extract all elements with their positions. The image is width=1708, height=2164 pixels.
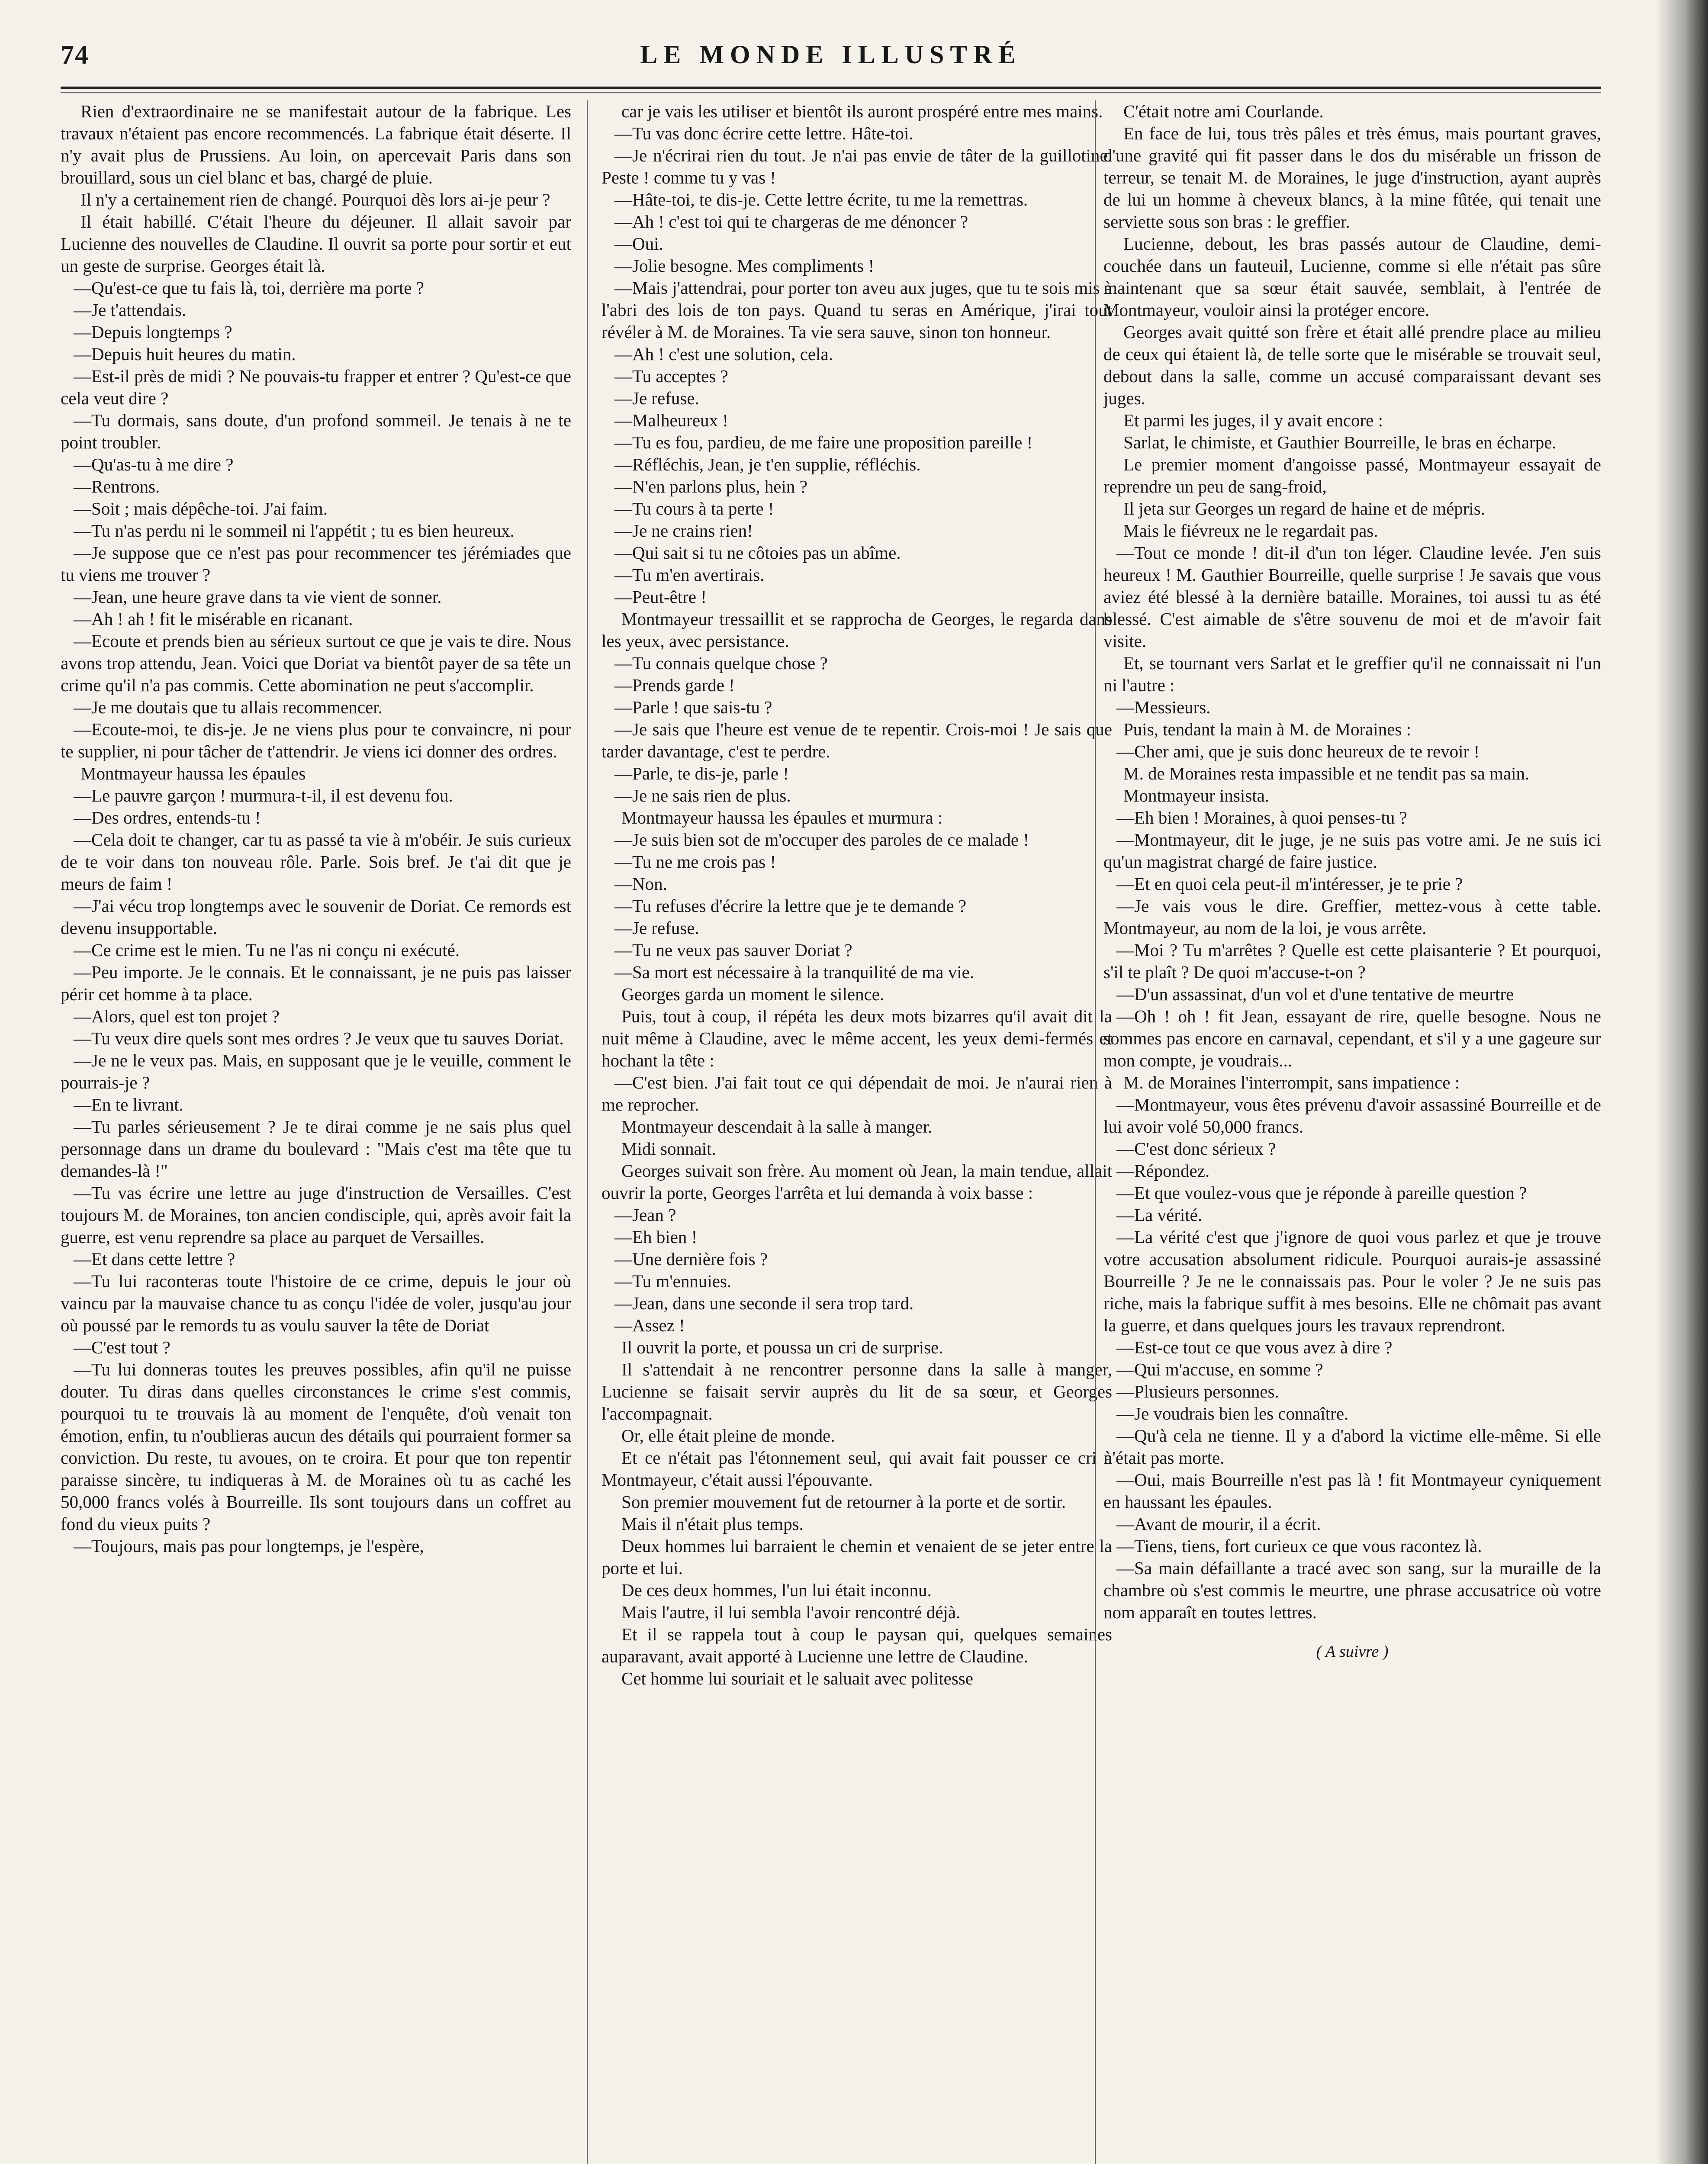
paragraph: Le premier moment d'angoisse passé, Montmayeur essayait de reprendre un peu de sang-froid,: [1103, 454, 1601, 496]
paragraph: —Le pauvre garçon ! murmura-t-il, il est devenu fou.: [74, 786, 453, 805]
paragraph: —Tu parles sérieusement ? Je te dirai comme je ne sais plus quel personnage dans un drame du boulevard : "Mais c'est ma tête que tu demandes-là !": [61, 1117, 571, 1181]
paragraph: Puis, tout à coup, il répéta les deux mots bizarres qu'il avait dit la nuit même à Claudine, avec le même accent, les yeux demi-fermés et hochant la tête :: [601, 1006, 1112, 1070]
paragraph: —Cela doit te changer, car tu as passé ta vie à m'obéir. Je suis curieux de te voir dans ton nouveau rôle. Parle. Sois bref. Je t'ai dit que je meurs de faim !: [61, 830, 571, 894]
paragraph: C'était notre ami Courlande.: [1123, 101, 1324, 121]
paragraph: Midi sonnait.: [621, 1139, 716, 1159]
paragraph: —Hâte-toi, te dis-je. Cette lettre écrite, tu me la remettras.: [614, 190, 1028, 209]
paragraph: —Moi ? Tu m'arrêtes ? Quelle est cette plaisanterie ? Et pourquoi, s'il te plaît ? De quoi m'accuse-t-on ?: [1103, 940, 1601, 982]
paragraph: Et, se tournant vers Sarlat et le greffier qu'il ne connaissait ni l'un ni l'autre :: [1103, 653, 1601, 695]
paragraph: —Tu vas écrire une lettre au juge d'instruction de Versailles. C'est toujours M. de Moraines, ton ancien condisciple, qui, après avoir fait la guerre, est venu reprendre sa place au parquet de Versailles.: [61, 1183, 571, 1247]
paragraph: —Plusieurs personnes.: [1116, 1381, 1279, 1401]
paragraph: —En te livrant.: [74, 1095, 183, 1114]
paragraph: —Qui m'accuse, en somme ?: [1116, 1359, 1323, 1379]
paragraph: —Peu importe. Je le connais. Et le connaissant, je ne puis pas laisser périr cet homme à ta place.: [61, 962, 571, 1004]
paragraph: —Parle ! que sais-tu ?: [614, 697, 772, 717]
paragraph: —Avant de mourir, il a écrit.: [1116, 1514, 1321, 1534]
paragraph: —Parle, te dis-je, parle !: [614, 763, 789, 783]
paragraph: Montmayeur insista.: [1123, 786, 1270, 805]
paragraph: —Qui sait si tu ne côtoies pas un abîme.: [614, 543, 901, 563]
paragraph: Et il se rappela tout à coup le paysan qui, quelques semaines auparavant, avait apporté à Lucienne une lettre de Claudine.: [601, 1624, 1112, 1666]
paragraph: —Je ne le veux pas. Mais, en supposant que je le veuille, comment le pourrais-je ?: [61, 1050, 571, 1092]
paragraph: —C'est donc sérieux ?: [1116, 1139, 1276, 1159]
paragraph: —Tu dormais, sans doute, d'un profond sommeil. Je tenais à ne te point troubler.: [61, 410, 571, 452]
paragraph: M. de Moraines resta impassible et ne tendit pas sa main.: [1123, 763, 1530, 783]
paragraph: —Tu m'ennuies.: [614, 1271, 732, 1291]
paragraph: —Tu veux dire quels sont mes ordres ? Je veux que tu sauves Doriat.: [74, 1028, 564, 1048]
paragraph: Mais l'autre, il lui sembla l'avoir rencontré déjà.: [621, 1602, 961, 1622]
paragraph: De ces deux hommes, l'un lui était inconnu.: [621, 1580, 932, 1600]
paragraph: —D'un assassinat, d'un vol et d'une tentative de meurtre: [1116, 984, 1514, 1004]
paragraph: —Tu lui raconteras toute l'histoire de ce crime, depuis le jour où vaincu par la mauvaise chance tu as conçu l'idée de voler, jusqu'au jour où poussé par le remords tu as voulu sauver la tête de Doriat: [61, 1271, 571, 1335]
paragraph: —Tu vas donc écrire cette lettre. Hâte-toi.: [614, 123, 914, 143]
page-number: 74: [61, 40, 89, 70]
paragraph: Montmayeur haussa les épaules et murmura :: [621, 808, 943, 828]
paragraph: Il s'attendait à ne rencontrer personne dans la salle à manger, Lucienne se faisait servir auprès du lit de sa sœur, et Georges l'accompagnait.: [601, 1359, 1112, 1423]
paragraph: Montmayeur tressaillit et se rapprocha de Georges, le regarda dans les yeux, avec persistance.: [601, 609, 1112, 651]
paragraph: Mais le fiévreux ne le regardait pas.: [1123, 521, 1378, 541]
paragraph: Il jeta sur Georges un regard de haine et de mépris.: [1123, 499, 1486, 518]
paragraph: —Ecoute-moi, te dis-je. Je ne viens plus pour te convaincre, ni pour te supplier, ni pour tâcher de t'attendrir. Je viens ici donner des ordres.: [61, 719, 571, 761]
paragraph: —Je sais que l'heure est venue de te repentir. Crois-moi ! Je sais que tarder davantage, c'est te perdre.: [601, 719, 1112, 761]
paragraph: —La vérité.: [1116, 1205, 1203, 1225]
paragraph: —Non.: [614, 874, 667, 894]
paragraph: —Je refuse.: [614, 918, 699, 938]
paragraph: Il n'y a certainement rien de changé. Pourquoi dès lors ai-je peur ?: [80, 190, 550, 209]
paragraph: Lucienne, debout, les bras passés autour de Claudine, demi-couchée dans un fauteuil, Lucienne, comme si elle n'était pas sûre maintenant que sa sœur était sauvée, semblait, à l'entrée de Montmayeur, vouloir ainsi la protéger encore.: [1103, 234, 1601, 320]
paragraph: —Sa mort est nécessaire à la tranquilité de ma vie.: [614, 962, 975, 982]
paragraph: —C'est bien. J'ai fait tout ce qui dépendait de moi. Je n'aurai rien à me reprocher.: [601, 1072, 1112, 1114]
paragraph: —Jean, une heure grave dans ta vie vient de sonner.: [74, 587, 442, 607]
paragraph: —Ah ! c'est toi qui te chargeras de me dénoncer ?: [614, 212, 968, 232]
paragraph: —Tiens, tiens, fort curieux ce que vous racontez là.: [1116, 1536, 1482, 1556]
paragraph: —Ecoute et prends bien au sérieux surtout ce que je vais te dire. Nous avons trop attendu, Jean. Voici que Doriat va bientôt payer de sa tête un crime qu'il n'a pas commis. Cette abomination ne peut s'accomplir.: [61, 631, 571, 695]
paragraph: —Tu es fou, pardieu, de me faire une proposition pareille !: [614, 432, 1033, 452]
paragraph: —Répondez.: [1116, 1161, 1210, 1181]
paragraph: —Tu ne me crois pas !: [614, 852, 776, 872]
paragraph: —Je suis bien sot de m'occuper des paroles de ce malade !: [614, 830, 1029, 850]
paragraph: —Je vais vous le dire. Greffier, mettez-vous à cette table. Montmayeur, au nom de la loi, je vous arrête.: [1103, 896, 1601, 938]
text-column-2: [601, 100, 1112, 2164]
paragraph: —Oui.: [614, 234, 663, 254]
paragraph: Et parmi les juges, il y avait encore :: [1123, 410, 1383, 430]
paragraph: —J'ai vécu trop longtemps avec le souvenir de Doriat. Ce remords est devenu insupportable.: [61, 896, 571, 938]
paragraph: —Tu ne veux pas sauver Doriat ?: [614, 940, 852, 960]
paragraph: M. de Moraines l'interrompit, sans impatience :: [1123, 1072, 1460, 1092]
paragraph: —Je refuse.: [614, 388, 699, 408]
paragraph: —Et dans cette lettre ?: [74, 1249, 235, 1269]
paragraph: —N'en parlons plus, hein ?: [614, 477, 807, 496]
paragraph: —Jolie besogne. Mes compliments !: [614, 256, 875, 276]
page-edge-shadow: [1656, 0, 1708, 2164]
paragraph: —Qu'est-ce que tu fais là, toi, derrière ma porte ?: [74, 278, 424, 298]
paragraph: —Tout ce monde ! dit-il d'un ton léger. Claudine levée. J'en suis heureux ! M. Gauthier Bourreille, quelle surprise ! Je savais que vous aviez été blessé à la dernière bataille. Moraines, toi aussi tu as été blessé. C'est aimable de s'être souvenu de moi et de m'avoir fait visite.: [1103, 543, 1601, 651]
paragraph: Il ouvrit la porte, et poussa un cri de surprise.: [621, 1337, 943, 1357]
paragraph: —Qu'as-tu à me dire ?: [74, 454, 234, 474]
paragraph: —Depuis huit heures du matin.: [74, 344, 296, 364]
paragraph: —Toujours, mais pas pour longtemps, je l'espère,: [74, 1536, 424, 1556]
masthead-title: LE MONDE ILLUSTRÉ: [640, 40, 1022, 69]
paragraph: —Jean, dans une seconde il sera trop tard.: [614, 1293, 914, 1313]
paragraph: —Cher ami, que je suis donc heureux de te revoir !: [1116, 741, 1480, 761]
paragraph: —Je me doutais que tu allais recommencer.: [74, 697, 383, 717]
paragraph: —Et que voulez-vous que je réponde à pareille question ?: [1116, 1183, 1527, 1203]
paragraph: Or, elle était pleine de monde.: [621, 1426, 835, 1446]
paragraph: —Tu lui donneras toutes les preuves possibles, afin qu'il ne puisse douter. Tu diras dans quelles circonstances le crime s'est commis, pourquoi tu te trouvais là au moment de l'enquête, d'où venait ton émotion, enfin, tu n'oublieras aucun des détails qui pourraient former sa conviction. Du reste, tu avoues, on te croira. Et pour que ton repentir paraisse sincère, tu indiqueras à M. de Moraines où tu as caché les 50,000 francs volés à Bourreille. Ils sont toujours dans un coffret au fond du vieux puits ?: [61, 1359, 571, 1534]
column-divider: [587, 100, 588, 2164]
paragraph: —Assez !: [614, 1315, 685, 1335]
text-column-1: [61, 100, 571, 2164]
paragraph: —Montmayeur, vous êtes prévenu d'avoir assassiné Bourreille et de lui avoir volé 50,000 francs.: [1103, 1095, 1601, 1137]
paragraph: —Tu connais quelque chose ?: [614, 653, 828, 673]
paragraph: —Des ordres, entends-tu !: [74, 808, 261, 828]
text-column-3: [1103, 100, 1601, 2164]
paragraph: —Je t'attendais.: [74, 300, 187, 320]
paragraph: —Je suppose que ce n'est pas pour recommencer tes jérémiades que tu viens me trouver ?: [61, 543, 571, 585]
paragraph: car je vais les utiliser et bientôt ils auront prospéré entre mes mains.: [621, 101, 1103, 121]
paragraph: —Est-ce tout ce que vous avez à dire ?: [1116, 1337, 1393, 1357]
paragraph: —Malheureux !: [614, 410, 728, 430]
paragraph: —Je ne sais rien de plus.: [614, 786, 791, 805]
paragraph: —Réfléchis, Jean, je t'en supplie, réfléchis.: [614, 454, 921, 474]
paragraph: —La vérité c'est que j'ignore de quoi vous parlez et que je trouve votre accusation absolument ridicule. Pourquoi aurais-je assassiné Bourreille ? Je ne le connaissais pas. Pour le voler ? Je ne suis pas riche, mais la fabrique suffit à mes besoins. Elle ne chômait pas avant la guerre, et dans quelques jours les travaux reprendront.: [1103, 1227, 1601, 1335]
paragraph: Georges suivait son frère. Au moment où Jean, la main tendue, allait ouvrir la porte, Georges l'arrêta et lui demanda à voix basse :: [601, 1161, 1112, 1203]
paragraph: —Est-il près de midi ? Ne pouvais-tu frapper et entrer ? Qu'est-ce que cela veut dire ?: [61, 366, 571, 408]
paragraph: Son premier mouvement fut de retourner à la porte et de sortir.: [621, 1492, 1066, 1512]
paragraph: Et ce n'était pas l'étonnement seul, qui avait fait pousser ce cri à Montmayeur, c'était aussi l'épouvante.: [601, 1448, 1112, 1490]
paragraph: —Soit ; mais dépêche-toi. J'ai faim.: [74, 499, 328, 518]
paragraph: Mais il n'était plus temps.: [621, 1514, 804, 1534]
paragraph: Montmayeur descendait à la salle à manger.: [621, 1117, 933, 1137]
page-header: [61, 40, 1601, 79]
paragraph: —Qu'à cela ne tienne. Il y a d'abord la victime elle-même. Si elle n'était pas morte.: [1103, 1426, 1601, 1468]
paragraph: —Et en quoi cela peut-il m'intéresser, je te prie ?: [1116, 874, 1463, 894]
paragraph: —Je n'écrirai rien du tout. Je n'ai pas envie de tâter de la guillotine. Peste ! comme tu y vas !: [601, 145, 1112, 187]
paragraph: —Eh bien ! Moraines, à quoi penses-tu ?: [1116, 808, 1407, 828]
paragraph: Georges avait quitté son frère et était allé prendre place au milieu de ceux qui étaient là, de telle sorte que le misérable se trouvait seul, debout dans la salle, comme un accusé comparaissant devant ses juges.: [1103, 322, 1601, 408]
paragraph: —Ah ! c'est une solution, cela.: [614, 344, 833, 364]
paragraph: Georges garda un moment le silence.: [621, 984, 885, 1004]
paragraph: —Tu cours à ta perte !: [614, 499, 774, 518]
paragraph: —Sa main défaillante a tracé avec son sang, sur la muraille de la chambre où s'est commis le meurtre, une phrase accusatrice où votre nom apparaît en toutes lettres.: [1103, 1558, 1601, 1622]
column-divider: [1095, 100, 1096, 2164]
paragraph: —Tu acceptes ?: [614, 366, 728, 386]
paragraph: Cet homme lui souriait et le saluait avec politesse: [621, 1668, 973, 1688]
paragraph: —C'est tout ?: [74, 1337, 170, 1357]
paragraph: —Rentrons.: [74, 477, 160, 496]
paragraph: —Mais j'attendrai, pour porter ton aveu aux juges, que tu te sois mis à l'abri des lois de ton pays. Quand tu seras en Amérique, j'irai tout révéler à M. de Moraines. Ta vie sera sauve, sinon ton honneur.: [601, 278, 1112, 342]
paragraph: —Tu m'en avertirais.: [614, 565, 765, 585]
paragraph: —Messieurs.: [1116, 697, 1211, 717]
paragraph: En face de lui, tous très pâles et très émus, mais pourtant graves, d'une gravité qui fit passer dans le dos du misérable un frisson de terreur, se tenait M. de Moraines, le juge d'instruction, ayant auprès de lui un homme à cheveux blancs, à la mine fûtée, qui tenait une serviette sous son bras : le greffier.: [1103, 123, 1601, 232]
paragraph: Rien d'extraordinaire ne se manifestait autour de la fabrique. Les travaux n'étaient pas encore recommencés. La fabrique était déserte. Il n'y avait plus de Prussiens. Au loin, on apercevait Paris dans son brouillard, sous un ciel blanc et bas, chargé de pluie.: [61, 101, 571, 187]
paragraph: —Eh bien !: [614, 1227, 698, 1247]
paragraph: —Peut-être !: [614, 587, 707, 607]
header-rule: [61, 87, 1601, 89]
paragraph: Sarlat, le chimiste, et Gauthier Bourreille, le bras en écharpe.: [1123, 432, 1557, 452]
paragraph: Montmayeur haussa les épaules: [80, 763, 306, 783]
paragraph: —Je voudrais bien les connaître.: [1116, 1404, 1349, 1423]
paragraph: —Alors, quel est ton projet ?: [74, 1006, 280, 1026]
paragraph: —Oui, mais Bourreille n'est pas là ! fit Montmayeur cyniquement en haussant les épaules.: [1103, 1470, 1601, 1512]
paragraph: —Prends garde !: [614, 675, 735, 695]
paragraph: —Tu n'as perdu ni le sommeil ni l'appétit ; tu es bien heureux.: [74, 521, 515, 541]
paragraph: Il était habillé. C'était l'heure du déjeuner. Il allait savoir par Lucienne des nouvelles de Claudine. Il ouvrit sa porte pour sortir et eut un geste de surprise. Georges était là.: [61, 212, 571, 276]
paragraph: —Tu refuses d'écrire la lettre que je te demande ?: [614, 896, 967, 916]
paragraph: —Ce crime est le mien. Tu ne l'as ni conçu ni exécuté.: [74, 940, 460, 960]
paragraph: —Oh ! oh ! fit Jean, essayant de rire, quelle besogne. Nous ne sommes pas encore en carnaval, cependant, et s'il y a une gageure sur mon compte, je voudrais...: [1103, 1006, 1601, 1070]
paragraph: —Depuis longtemps ?: [74, 322, 232, 342]
paragraph: Puis, tendant la main à M. de Moraines :: [1123, 719, 1411, 739]
continuation-note: ( A suivre ): [1316, 1642, 1389, 1661]
paragraph: —Ah ! ah ! fit le misérable en ricanant.: [74, 609, 353, 629]
header-rule-thin: [61, 92, 1601, 93]
paragraph: Deux hommes lui barraient le chemin et venaient de se jeter entre la porte et lui.: [601, 1536, 1112, 1578]
paragraph: —Montmayeur, dit le juge, je ne suis pas votre ami. Je ne suis ici qu'un magistrat chargé de faire justice.: [1103, 830, 1601, 872]
paragraph: —Je ne crains rien!: [614, 521, 753, 541]
paragraph: —Jean ?: [614, 1205, 676, 1225]
paragraph: —Une dernière fois ?: [614, 1249, 768, 1269]
